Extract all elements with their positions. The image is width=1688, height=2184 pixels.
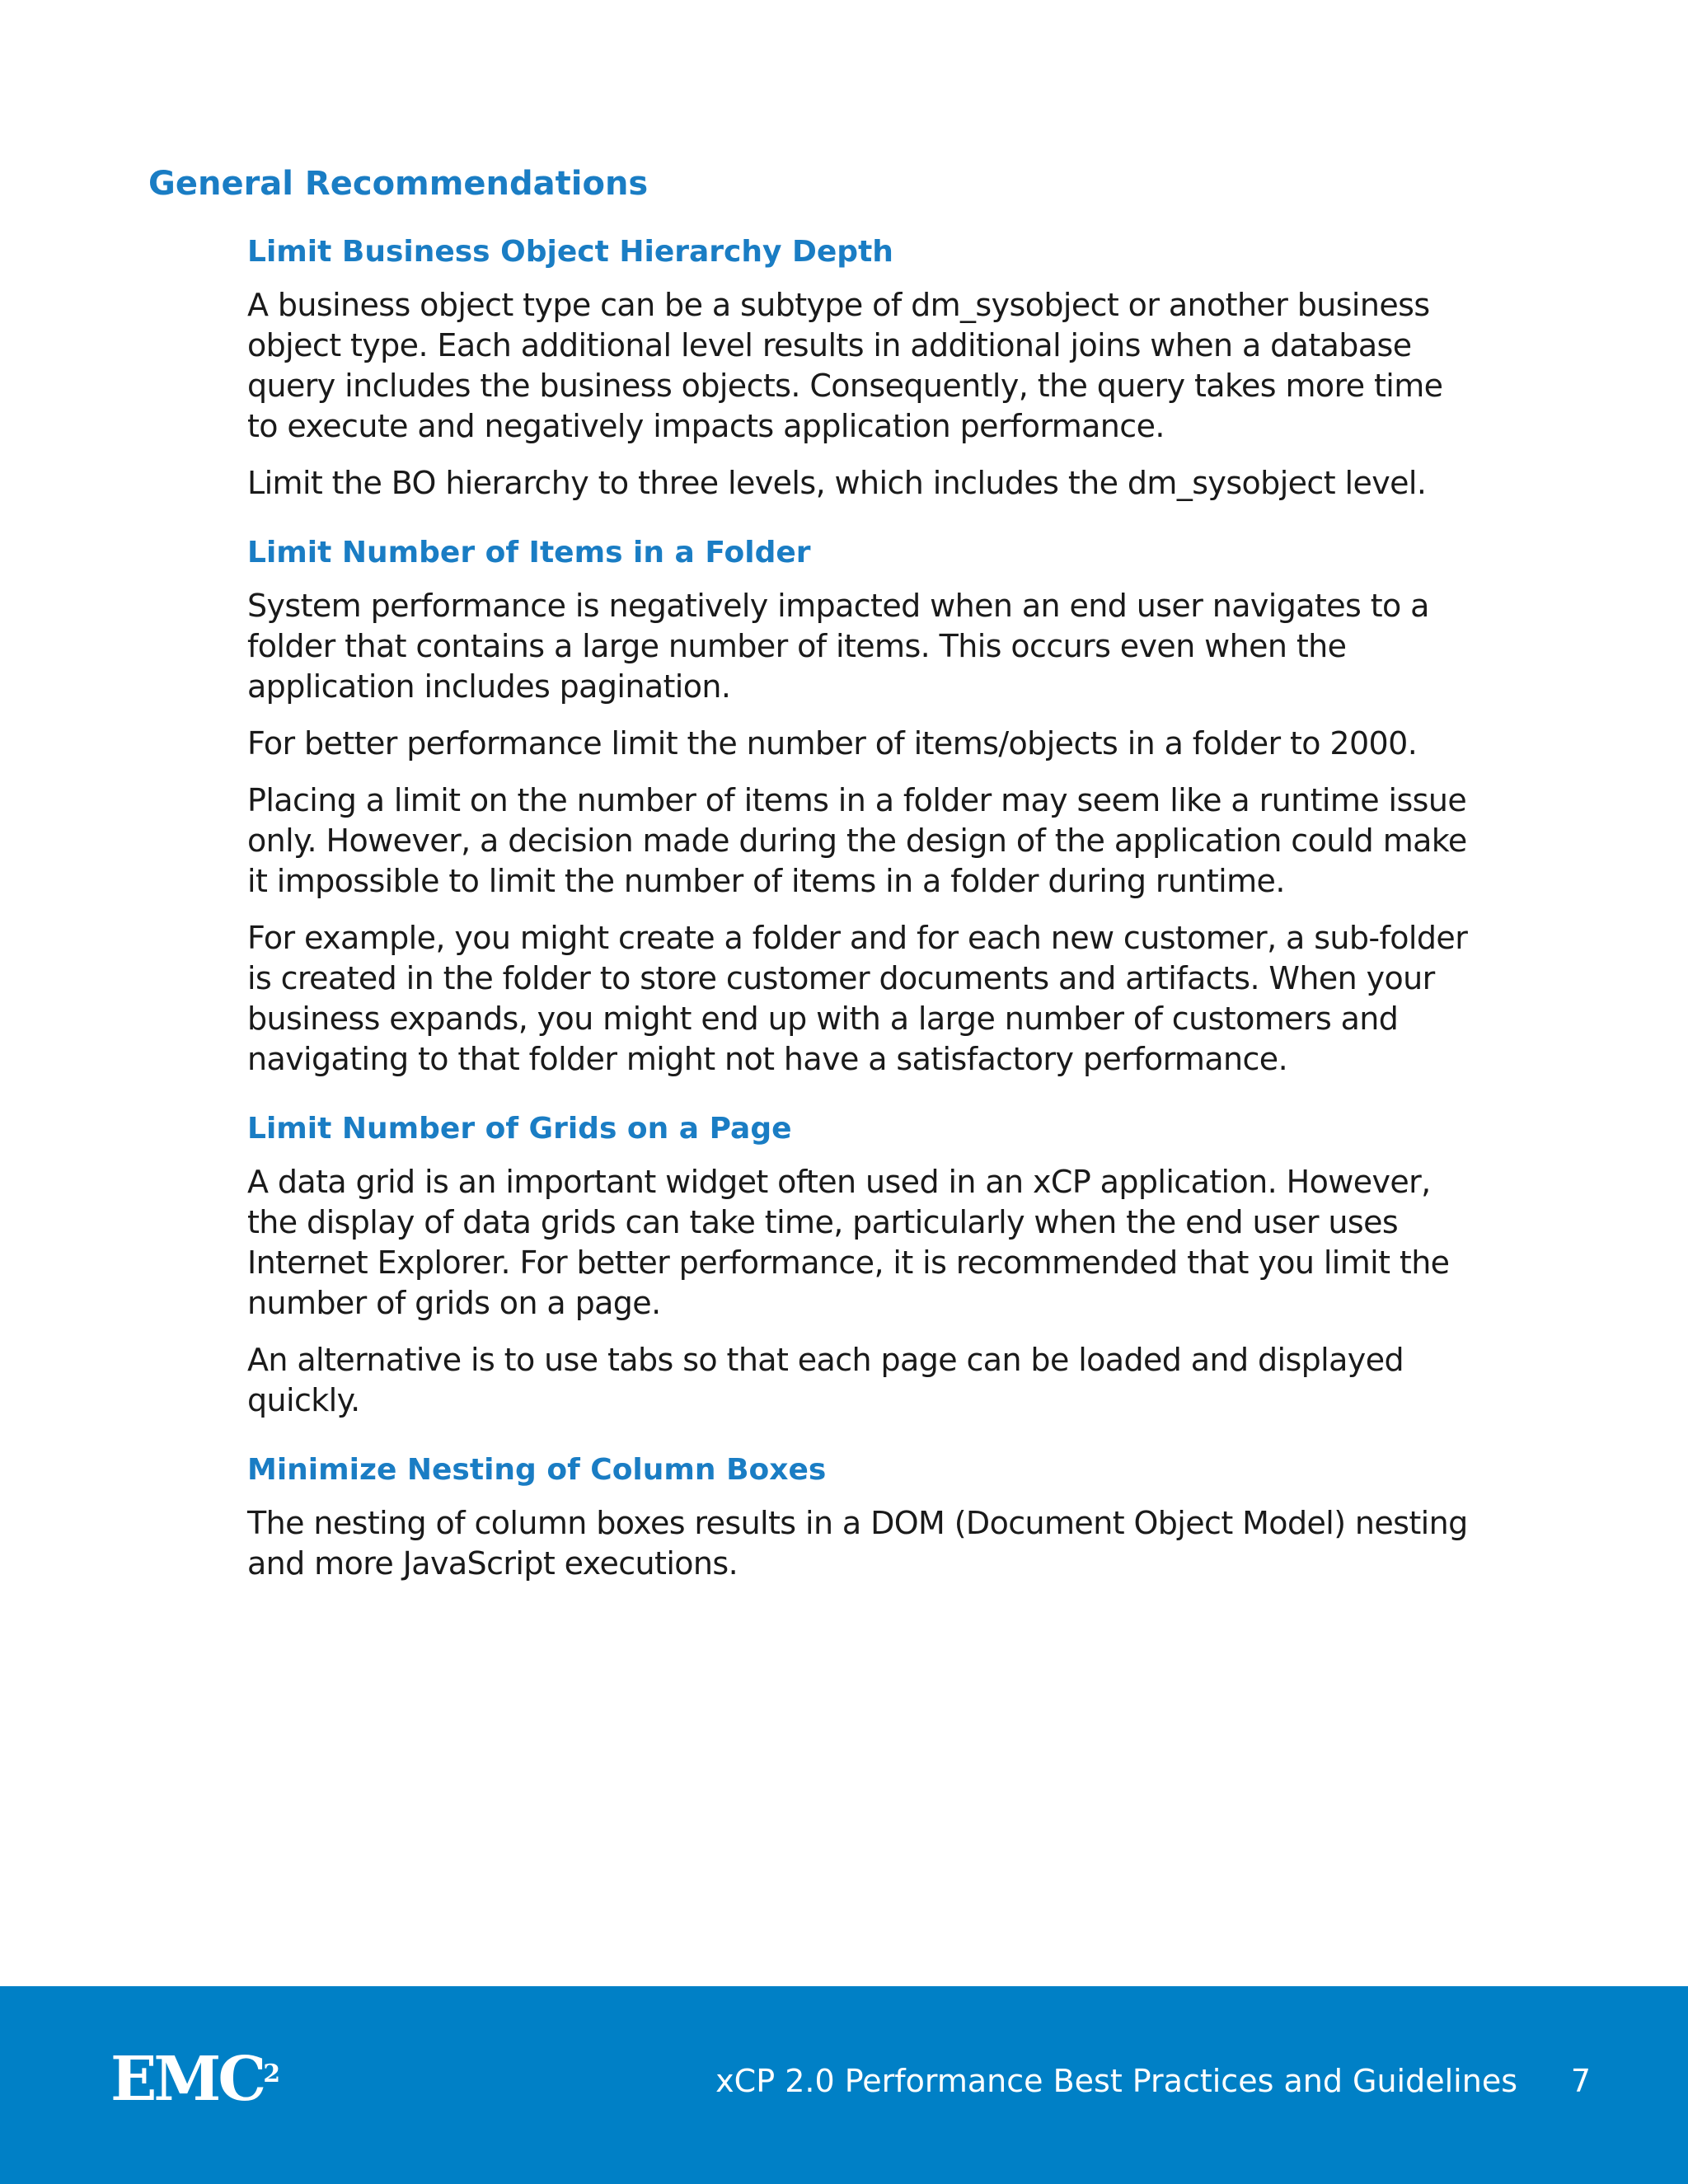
paragraph: System performance is negatively impacted when an end user navigates to a folder that contains a large number of items. This occurs even when the application includes pagination. — [247, 588, 1429, 705]
paragraph: A data grid is an important widget often used in an xCP application. However, the display of data grids can take time, particularly when the end user uses Internet Explorer. For better performance, it is recommended that you limit the number of grids on a page. — [247, 1164, 1450, 1321]
paragraph: The nesting of column boxes results in a DOM (Document Object Model) nesting and more JavaScript executions. — [247, 1505, 1468, 1582]
subheading: Limit Number of Grids on a Page — [247, 1112, 792, 1146]
paragraph: An alternative is to use tabs so that each page can be loaded and displayed quickly. — [247, 1342, 1404, 1418]
paragraph: Placing a limit on the number of items in a folder may seem like a runtime issue only. However, a decision made during the design of the application could make it impossible to limit the number of items in a folder during runtime. — [247, 782, 1467, 899]
paragraph: Limit the BO hierarchy to three levels, which includes the dm_sysobject level. — [247, 465, 1427, 501]
page-footer — [0, 1986, 1688, 2184]
subheading: Minimize Nesting of Column Boxes — [247, 1453, 827, 1487]
subheading: Limit Number of Items in a Folder — [247, 536, 811, 569]
subsection-grids — [247, 1104, 1475, 1421]
paragraph: For better performance limit the number of items/objects in a folder to 2000. — [247, 725, 1418, 762]
subsection-folder-items — [247, 528, 1475, 1080]
subsection-bo-hierarchy — [247, 227, 1475, 504]
page-number: 7 — [1570, 2063, 1591, 2099]
emc-logo — [110, 2042, 280, 2116]
paragraph: For example, you might create a folder and for each new customer, a sub-folder is created in the folder to store customer documents and artifacts. When your business expands, you might end up with a large number of customers and navigating to that folder might not have a satisfactory performance. — [247, 920, 1468, 1077]
section-heading: General Recommendations — [148, 165, 649, 203]
content-area — [247, 227, 1475, 1609]
logo-text: EMC — [110, 2044, 264, 2115]
logo-superscript: 2 — [263, 2060, 281, 2088]
subsection-column-boxes — [247, 1446, 1475, 1584]
footer-document-title: xCP 2.0 Performance Best Practices and Guidelines — [715, 2063, 1517, 2099]
subheading: Limit Business Object Hierarchy Depth — [247, 235, 893, 269]
paragraph: A business object type can be a subtype of dm_sysobject or another business object type. Each additional level results in additional joins when a database query includes the business objects. Consequently, the query takes more time to execute and negatively impacts application performance. — [247, 287, 1443, 444]
